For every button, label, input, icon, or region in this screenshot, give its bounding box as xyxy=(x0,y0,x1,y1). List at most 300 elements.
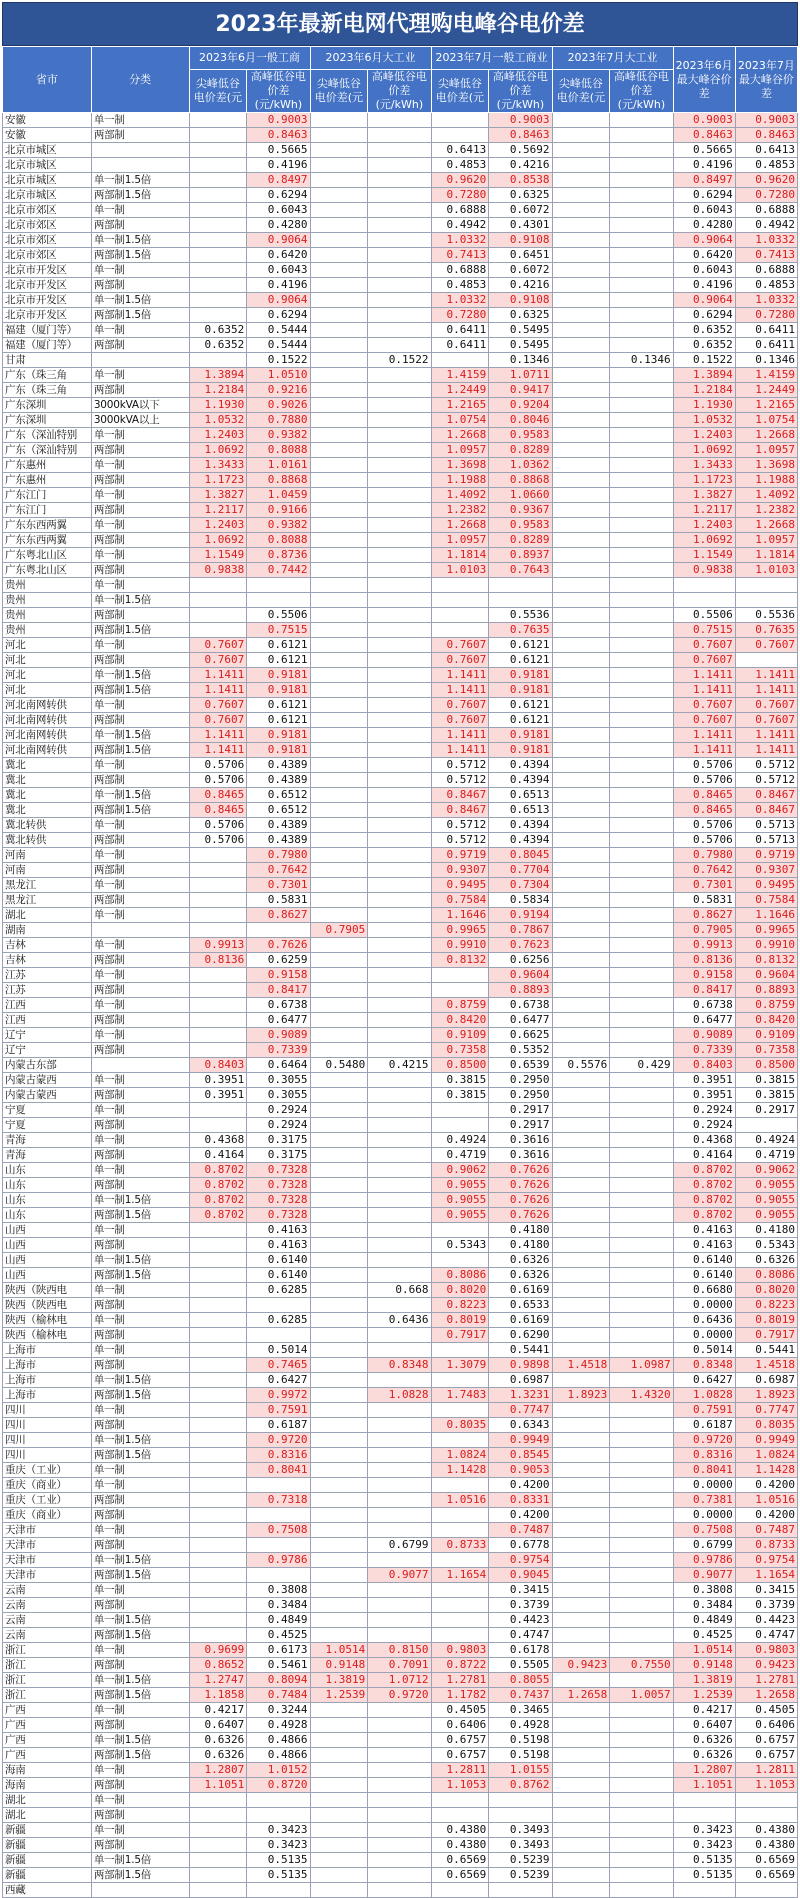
jul-general-high-valley: 0.4423 xyxy=(489,1613,552,1628)
table-row xyxy=(3,1478,798,1493)
province-cell: 贵州 xyxy=(3,578,92,593)
category-cell: 两部制1.5倍 xyxy=(91,1388,189,1403)
jul-general-high-valley: 0.7643 xyxy=(489,563,552,578)
jul-industry-peak-valley xyxy=(552,1808,610,1823)
jul-industry-peak-valley xyxy=(552,848,610,863)
jun-general-peak-valley xyxy=(189,1118,247,1133)
jun-general-peak-valley: 1.2807 xyxy=(189,1763,247,1778)
jul-max-diff: 1.0754 xyxy=(735,413,797,428)
table-row xyxy=(3,128,798,143)
jul-industry-peak-valley xyxy=(552,353,610,368)
jul-general-high-valley: 0.6533 xyxy=(489,1298,552,1313)
jul-max-diff: 0.3415 xyxy=(735,1583,797,1598)
jul-max-diff: 0.9719 xyxy=(735,848,797,863)
province-cell: 广东（深汕特别 xyxy=(3,443,92,458)
jul-general-peak-valley: 0.9495 xyxy=(431,878,489,893)
jun-general-high-valley xyxy=(247,1883,310,1898)
province-cell: 广西 xyxy=(3,1748,92,1763)
jun-general-high-valley: 0.5135 xyxy=(247,1868,310,1883)
jul-industry-high-valley xyxy=(610,1718,673,1733)
table-row xyxy=(3,998,798,1013)
jul-industry-high-valley xyxy=(610,788,673,803)
jul-general-peak-valley: 1.0754 xyxy=(431,413,489,428)
jul-industry-peak-valley xyxy=(552,1343,610,1358)
jun-industry-peak-valley xyxy=(310,1313,368,1328)
category-cell: 单一制1.5倍 xyxy=(91,1853,189,1868)
table-row xyxy=(3,1643,798,1658)
table-row xyxy=(3,983,798,998)
category-cell: 单一制 xyxy=(91,1133,189,1148)
jul-general-peak-valley: 1.1411 xyxy=(431,668,489,683)
page xyxy=(2,2,798,1898)
jun-general-peak-valley: 0.6352 xyxy=(189,323,247,338)
jun-general-peak-valley xyxy=(189,1268,247,1283)
jun-general-high-valley: 0.9064 xyxy=(247,293,310,308)
jun-general-high-valley xyxy=(247,1508,310,1523)
jul-general-high-valley: 0.4747 xyxy=(489,1628,552,1643)
jun-general-high-valley: 0.7328 xyxy=(247,1178,310,1193)
jul-max-diff: 1.0103 xyxy=(735,563,797,578)
table-row xyxy=(3,143,798,158)
jul-general-peak-valley: 0.3815 xyxy=(431,1073,489,1088)
jun-general-high-valley: 0.5831 xyxy=(247,893,310,908)
jun-general-peak-valley: 1.1549 xyxy=(189,548,247,563)
jul-max-diff: 1.2668 xyxy=(735,428,797,443)
jun-max-diff: 0.9003 xyxy=(673,113,735,128)
jun-industry-peak-valley xyxy=(310,368,368,383)
jul-general-high-valley: 0.5441 xyxy=(489,1343,552,1358)
jul-industry-peak-valley xyxy=(552,188,610,203)
header-group: 2023年6月大工业 xyxy=(310,47,431,70)
jun-general-peak-valley xyxy=(189,893,247,908)
jul-max-diff: 0.4853 xyxy=(735,278,797,293)
jul-max-diff: 1.0957 xyxy=(735,533,797,548)
jul-industry-high-valley xyxy=(610,548,673,563)
province-cell: 河南 xyxy=(3,848,92,863)
jun-industry-high-valley xyxy=(368,1553,431,1568)
jul-general-peak-valley: 1.1782 xyxy=(431,1688,489,1703)
jul-industry-peak-valley xyxy=(552,788,610,803)
header-high-valley: 高峰低谷电价差(元/kWh) xyxy=(610,70,673,113)
jul-general-high-valley: 0.6539 xyxy=(489,1058,552,1073)
category-cell: 两部制 xyxy=(91,218,189,233)
jul-industry-peak-valley: 0.9423 xyxy=(552,1658,610,1673)
jun-max-diff: 0.9148 xyxy=(673,1658,735,1673)
jul-general-high-valley: 0.5495 xyxy=(489,323,552,338)
jul-max-diff: 1.0957 xyxy=(735,443,797,458)
jul-max-diff: 0.8467 xyxy=(735,803,797,818)
jun-general-high-valley xyxy=(247,593,310,608)
jun-general-peak-valley xyxy=(189,188,247,203)
jul-industry-peak-valley xyxy=(552,698,610,713)
jun-general-peak-valley xyxy=(189,968,247,983)
jul-industry-high-valley xyxy=(610,1148,673,1163)
jul-industry-peak-valley xyxy=(552,1853,610,1868)
jul-max-diff: 1.1411 xyxy=(735,728,797,743)
province-cell: 河北南网转供 xyxy=(3,713,92,728)
jul-industry-peak-valley: 1.8923 xyxy=(552,1388,610,1403)
province-cell: 安徽 xyxy=(3,128,92,143)
jul-max-diff: 0.6326 xyxy=(735,1253,797,1268)
province-cell: 北京市郊区 xyxy=(3,233,92,248)
jul-industry-peak-valley xyxy=(552,158,610,173)
jul-industry-high-valley xyxy=(610,968,673,983)
jul-max-diff: 0.5441 xyxy=(735,1343,797,1358)
province-cell: 内蒙古蒙西 xyxy=(3,1073,92,1088)
jul-general-high-valley: 0.6625 xyxy=(489,1028,552,1043)
jul-max-diff: 0.7584 xyxy=(735,893,797,908)
category-cell: 两部制 xyxy=(91,893,189,908)
province-cell: 江苏 xyxy=(3,968,92,983)
category-cell: 单一制1.5倍 xyxy=(91,293,189,308)
table-row xyxy=(3,1028,798,1043)
jun-general-peak-valley xyxy=(189,1298,247,1313)
jun-industry-peak-valley xyxy=(310,188,368,203)
jun-industry-peak-valley xyxy=(310,1823,368,1838)
jun-industry-peak-valley: 0.5480 xyxy=(310,1058,368,1073)
category-cell: 单一制 xyxy=(91,323,189,338)
jun-general-high-valley: 0.6121 xyxy=(247,713,310,728)
jul-general-peak-valley: 0.9055 xyxy=(431,1193,489,1208)
jul-industry-high-valley xyxy=(610,1748,673,1763)
category-cell xyxy=(91,1883,189,1898)
jul-industry-high-valley xyxy=(610,1793,673,1808)
jun-industry-peak-valley xyxy=(310,638,368,653)
jun-max-diff: 0.5665 xyxy=(673,143,735,158)
category-cell: 两部制 xyxy=(91,1838,189,1853)
jun-general-high-valley: 0.4280 xyxy=(247,218,310,233)
jun-industry-peak-valley xyxy=(310,848,368,863)
jul-industry-high-valley xyxy=(610,1418,673,1433)
jun-max-diff: 0.7381 xyxy=(673,1493,735,1508)
header-peak-valley: 尖峰低谷电价差(元 xyxy=(552,70,610,113)
jun-industry-high-valley xyxy=(368,1118,431,1133)
jul-industry-high-valley xyxy=(610,728,673,743)
jul-industry-high-valley xyxy=(610,188,673,203)
jun-max-diff: 0.8465 xyxy=(673,788,735,803)
jun-general-high-valley xyxy=(247,1808,310,1823)
jul-max-diff: 0.5712 xyxy=(735,773,797,788)
jun-general-high-valley: 0.7508 xyxy=(247,1523,310,1538)
category-cell: 单一制 xyxy=(91,1223,189,1238)
jun-industry-high-valley xyxy=(368,953,431,968)
jun-industry-high-valley xyxy=(368,1178,431,1193)
province-cell: 湖北 xyxy=(3,1793,92,1808)
jul-general-high-valley: 0.7623 xyxy=(489,938,552,953)
jul-general-peak-valley: 1.2781 xyxy=(431,1673,489,1688)
jun-industry-peak-valley: 1.2539 xyxy=(310,1688,368,1703)
jul-industry-peak-valley xyxy=(552,488,610,503)
jun-general-high-valley: 0.5444 xyxy=(247,323,310,338)
jun-max-diff: 0.9064 xyxy=(673,293,735,308)
jul-industry-peak-valley xyxy=(552,1133,610,1148)
jul-general-peak-valley: 1.3698 xyxy=(431,458,489,473)
jul-general-high-valley: 0.4200 xyxy=(489,1508,552,1523)
category-cell xyxy=(91,158,189,173)
category-cell: 两部制1.5倍 xyxy=(91,1628,189,1643)
table-row xyxy=(3,1568,798,1583)
jun-general-high-valley: 0.6043 xyxy=(247,263,310,278)
jun-general-peak-valley xyxy=(189,308,247,323)
jun-general-peak-valley: 0.8702 xyxy=(189,1178,247,1193)
jun-general-high-valley: 0.8627 xyxy=(247,908,310,923)
category-cell: 两部制 xyxy=(91,953,189,968)
jun-industry-high-valley: 0.668 xyxy=(368,1283,431,1298)
jul-industry-peak-valley xyxy=(552,1883,610,1898)
jun-max-diff: 0.8497 xyxy=(673,173,735,188)
jul-general-peak-valley: 0.7584 xyxy=(431,893,489,908)
jun-general-high-valley: 0.8094 xyxy=(247,1673,310,1688)
jun-industry-high-valley xyxy=(368,1883,431,1898)
jul-general-high-valley xyxy=(489,578,552,593)
jun-industry-peak-valley xyxy=(310,998,368,1013)
province-cell: 河北 xyxy=(3,653,92,668)
jul-industry-high-valley: 0.1346 xyxy=(610,353,673,368)
table-row xyxy=(3,788,798,803)
jun-general-high-valley: 0.4866 xyxy=(247,1733,310,1748)
jun-industry-high-valley xyxy=(368,203,431,218)
jul-industry-high-valley xyxy=(610,308,673,323)
jul-max-diff: 1.2811 xyxy=(735,1763,797,1778)
jun-general-peak-valley: 1.2747 xyxy=(189,1673,247,1688)
jun-industry-peak-valley xyxy=(310,1283,368,1298)
jul-general-high-valley: 0.4928 xyxy=(489,1718,552,1733)
jun-max-diff: 0.8403 xyxy=(673,1058,735,1073)
table-row xyxy=(3,1628,798,1643)
jul-industry-high-valley xyxy=(610,1583,673,1598)
jul-general-peak-valley: 0.8019 xyxy=(431,1313,489,1328)
jul-industry-peak-valley xyxy=(552,1073,610,1088)
category-cell: 两部制 xyxy=(91,1148,189,1163)
province-cell: 上海市 xyxy=(3,1388,92,1403)
jul-max-diff: 0.7413 xyxy=(735,248,797,263)
jun-max-diff: 0.9720 xyxy=(673,1433,735,1448)
jun-general-peak-valley: 0.7607 xyxy=(189,638,247,653)
jul-general-peak-valley xyxy=(431,578,489,593)
jul-industry-high-valley xyxy=(610,1778,673,1793)
jul-general-peak-valley: 0.9062 xyxy=(431,1163,489,1178)
jul-industry-high-valley xyxy=(610,1088,673,1103)
jul-general-peak-valley: 0.5712 xyxy=(431,773,489,788)
jul-industry-peak-valley xyxy=(552,1403,610,1418)
jun-industry-peak-valley xyxy=(310,1403,368,1418)
jul-industry-high-valley xyxy=(610,143,673,158)
jul-max-diff: 0.1346 xyxy=(735,353,797,368)
jul-general-high-valley: 0.8463 xyxy=(489,128,552,143)
jul-max-diff: 0.9754 xyxy=(735,1553,797,1568)
jun-max-diff: 0.7515 xyxy=(673,623,735,638)
jun-industry-high-valley: 0.6799 xyxy=(368,1538,431,1553)
jun-industry-peak-valley xyxy=(310,1763,368,1778)
category-cell: 两部制 xyxy=(91,863,189,878)
header-max-june: 2023年6月最大峰谷价差 xyxy=(673,47,735,113)
jun-general-peak-valley: 0.9838 xyxy=(189,563,247,578)
jul-industry-high-valley xyxy=(610,1703,673,1718)
jul-max-diff: 0.9307 xyxy=(735,863,797,878)
jun-max-diff: 0.6294 xyxy=(673,308,735,323)
table-row xyxy=(3,773,798,788)
jul-general-peak-valley: 0.6413 xyxy=(431,143,489,158)
jun-general-high-valley: 0.4389 xyxy=(247,818,310,833)
jul-max-diff xyxy=(735,1883,797,1898)
jul-general-peak-valley: 0.6757 xyxy=(431,1733,489,1748)
header-high-valley: 高峰低谷电价差(元/kWh) xyxy=(368,70,431,113)
jun-general-high-valley: 0.7880 xyxy=(247,413,310,428)
jun-industry-high-valley xyxy=(368,128,431,143)
jul-industry-high-valley xyxy=(610,1838,673,1853)
jul-general-peak-valley: 0.8733 xyxy=(431,1538,489,1553)
jul-general-high-valley: 0.4180 xyxy=(489,1238,552,1253)
jun-industry-peak-valley xyxy=(310,1703,368,1718)
jul-industry-high-valley xyxy=(610,1133,673,1148)
jun-industry-high-valley xyxy=(368,983,431,998)
jul-general-high-valley: 0.5505 xyxy=(489,1658,552,1673)
jul-industry-peak-valley xyxy=(552,1838,610,1853)
jul-max-diff: 1.0332 xyxy=(735,293,797,308)
jun-industry-peak-valley xyxy=(310,908,368,923)
jun-industry-peak-valley xyxy=(310,713,368,728)
jun-industry-peak-valley xyxy=(310,953,368,968)
jun-general-peak-valley xyxy=(189,983,247,998)
jun-industry-high-valley xyxy=(368,368,431,383)
jun-max-diff: 0.4163 xyxy=(673,1223,735,1238)
jul-industry-peak-valley xyxy=(552,503,610,518)
table-row xyxy=(3,1268,798,1283)
jul-general-high-valley xyxy=(489,1883,552,1898)
jun-general-peak-valley: 0.8652 xyxy=(189,1658,247,1673)
jun-industry-high-valley xyxy=(368,758,431,773)
table-row xyxy=(3,1253,798,1268)
jun-industry-high-valley xyxy=(368,1013,431,1028)
jun-industry-peak-valley xyxy=(310,263,368,278)
category-cell: 单一制 xyxy=(91,1523,189,1538)
jun-max-diff: 0.6187 xyxy=(673,1418,735,1433)
jun-max-diff: 0.9913 xyxy=(673,938,735,953)
province-cell: 宁夏 xyxy=(3,1118,92,1133)
jun-industry-peak-valley xyxy=(310,173,368,188)
jul-industry-high-valley xyxy=(610,953,673,968)
jun-general-peak-valley: 0.9699 xyxy=(189,1643,247,1658)
jul-general-peak-valley: 0.8722 xyxy=(431,1658,489,1673)
jun-general-peak-valley xyxy=(189,1523,247,1538)
jul-industry-high-valley xyxy=(610,1268,673,1283)
jul-general-high-valley: 0.6325 xyxy=(489,188,552,203)
jul-general-high-valley: 0.9583 xyxy=(489,518,552,533)
jun-general-high-valley: 0.5461 xyxy=(247,1658,310,1673)
province-cell: 广东惠州 xyxy=(3,458,92,473)
jun-general-high-valley: 0.4163 xyxy=(247,1238,310,1253)
jun-industry-peak-valley xyxy=(310,278,368,293)
jun-general-high-valley: 0.4389 xyxy=(247,833,310,848)
jul-max-diff: 0.9055 xyxy=(735,1193,797,1208)
category-cell: 单一制 xyxy=(91,548,189,563)
jun-general-high-valley: 0.8417 xyxy=(247,983,310,998)
jun-industry-high-valley: 0.8348 xyxy=(368,1358,431,1373)
jun-industry-high-valley xyxy=(368,968,431,983)
jul-industry-peak-valley xyxy=(552,1748,610,1763)
jul-general-high-valley: 0.9003 xyxy=(489,113,552,128)
jul-industry-high-valley xyxy=(610,983,673,998)
jun-industry-high-valley xyxy=(368,338,431,353)
jun-general-high-valley: 0.9216 xyxy=(247,383,310,398)
jul-max-diff: 0.6888 xyxy=(735,263,797,278)
table-row xyxy=(3,218,798,233)
jul-general-peak-valley xyxy=(431,968,489,983)
province-cell: 青海 xyxy=(3,1133,92,1148)
jun-industry-high-valley xyxy=(368,593,431,608)
table-row xyxy=(3,473,798,488)
jul-industry-peak-valley xyxy=(552,878,610,893)
jun-industry-peak-valley: 1.3819 xyxy=(310,1673,368,1688)
jul-industry-high-valley xyxy=(610,473,673,488)
jun-general-peak-valley: 1.3894 xyxy=(189,368,247,383)
province-cell: 冀北转供 xyxy=(3,818,92,833)
province-cell: 陕西（陕西电 xyxy=(3,1298,92,1313)
jul-max-diff: 1.0516 xyxy=(735,1493,797,1508)
jun-general-peak-valley: 0.6407 xyxy=(189,1718,247,1733)
jun-max-diff: 0.8465 xyxy=(673,803,735,818)
table-row xyxy=(3,1688,798,1703)
jun-max-diff: 0.4163 xyxy=(673,1238,735,1253)
category-cell: 单一制1.5倍 xyxy=(91,668,189,683)
jul-general-high-valley: 0.7437 xyxy=(489,1688,552,1703)
table-row xyxy=(3,1103,798,1118)
jul-max-diff: 0.4924 xyxy=(735,1133,797,1148)
jun-general-peak-valley xyxy=(189,908,247,923)
jun-industry-high-valley xyxy=(368,473,431,488)
jul-industry-high-valley xyxy=(610,1238,673,1253)
jun-general-peak-valley xyxy=(189,1433,247,1448)
jul-max-diff: 0.5712 xyxy=(735,758,797,773)
jul-max-diff: 1.2668 xyxy=(735,518,797,533)
jul-industry-peak-valley xyxy=(552,1763,610,1778)
jun-industry-high-valley xyxy=(368,1163,431,1178)
jun-industry-high-valley xyxy=(368,113,431,128)
province-cell: 安徽 xyxy=(3,113,92,128)
table-row xyxy=(3,518,798,533)
jun-general-high-valley: 0.3055 xyxy=(247,1073,310,1088)
category-cell: 单一制1.5倍 xyxy=(91,1553,189,1568)
jul-general-high-valley: 0.9108 xyxy=(489,233,552,248)
jul-max-diff: 0.8733 xyxy=(735,1538,797,1553)
jun-industry-peak-valley xyxy=(310,893,368,908)
jun-max-diff: 0.0000 xyxy=(673,1508,735,1523)
category-cell: 单一制1.5倍 xyxy=(91,1433,189,1448)
category-cell: 单一制 xyxy=(91,263,189,278)
jun-max-diff: 1.2184 xyxy=(673,383,735,398)
category-cell: 两部制 xyxy=(91,1013,189,1028)
jul-industry-high-valley xyxy=(610,368,673,383)
jun-general-high-valley: 0.9026 xyxy=(247,398,310,413)
jun-industry-high-valley xyxy=(368,308,431,323)
jul-max-diff: 0.4380 xyxy=(735,1838,797,1853)
table-row xyxy=(3,578,798,593)
jun-industry-high-valley xyxy=(368,818,431,833)
jun-industry-peak-valley xyxy=(310,488,368,503)
category-cell: 单一制 xyxy=(91,1073,189,1088)
jun-industry-high-valley: 1.0828 xyxy=(368,1388,431,1403)
jul-general-high-valley: 0.8545 xyxy=(489,1448,552,1463)
category-cell: 单一制 xyxy=(91,1103,189,1118)
jun-max-diff: 0.6326 xyxy=(673,1748,735,1763)
jul-general-peak-valley: 1.2165 xyxy=(431,398,489,413)
jun-general-high-valley: 0.3175 xyxy=(247,1148,310,1163)
table-row xyxy=(3,1193,798,1208)
jul-general-peak-valley: 0.5712 xyxy=(431,833,489,848)
table-row xyxy=(3,1523,798,1538)
jul-industry-high-valley: 1.0057 xyxy=(610,1688,673,1703)
jul-max-diff: 0.9062 xyxy=(735,1163,797,1178)
